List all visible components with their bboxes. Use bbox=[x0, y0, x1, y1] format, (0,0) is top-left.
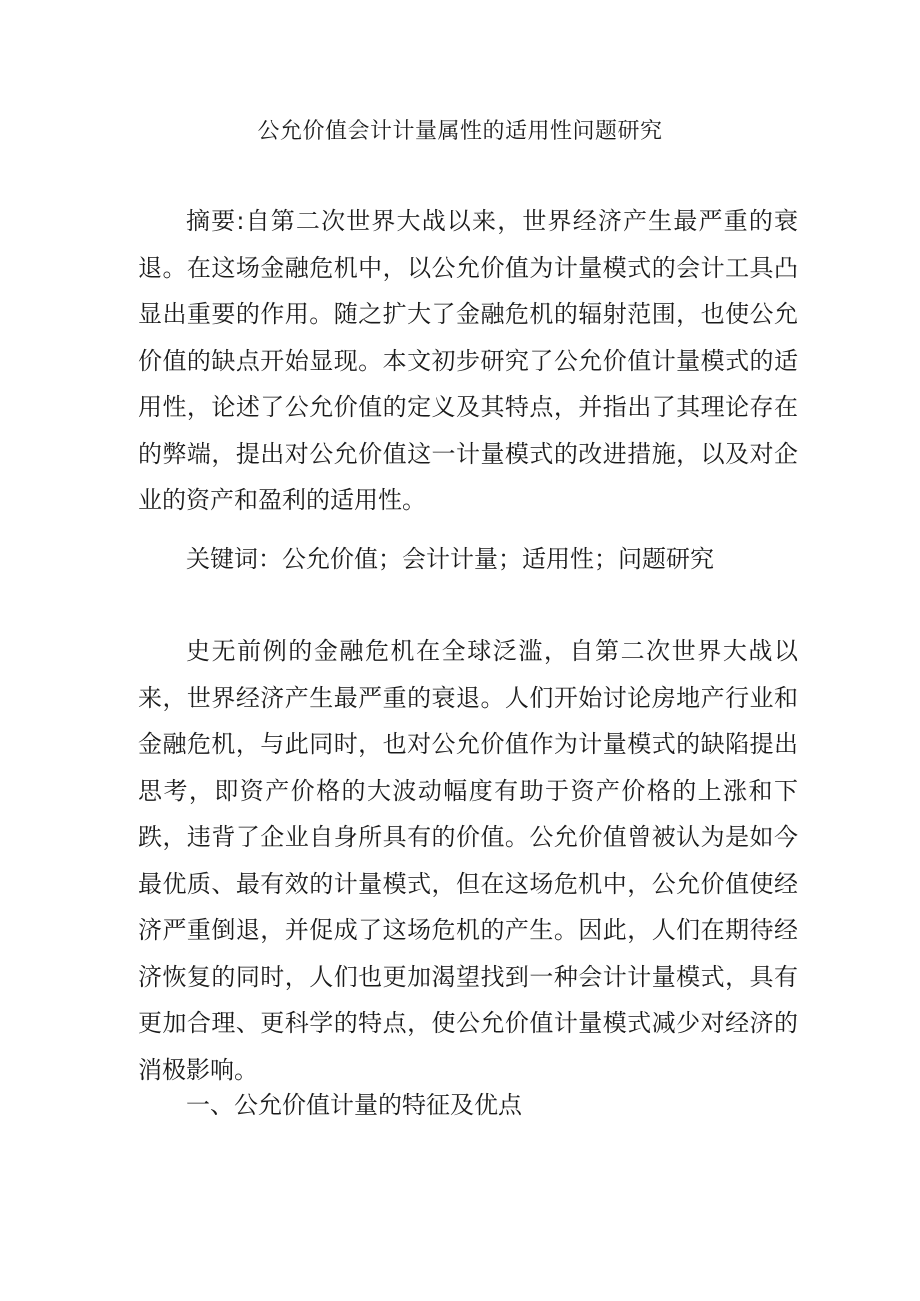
keywords-text: 公允价值；会计计量；适用性；问题研究 bbox=[282, 545, 714, 573]
abstract-text: 自第二次世界大战以来，世界经济产生最严重的衰退。在这场金融危机中，以公允价值为计量模式的会计工具凸显出重要的作用。随之扩大了金融危机的辐射范围，也使公允价值的缺点开始显现。本文初步研究了公允价值计量模式的适用性，论述了公允价值的定义及其特点，并指出了其理论存在的弊端，提出对公允价值这一计量模式的改进措施，以及对企业的资产和盈利的适用性。 bbox=[138, 207, 799, 514]
section-heading: 一、公允价值计量的特征及优点 bbox=[186, 1091, 522, 1119]
abstract-label: 摘要: bbox=[186, 207, 245, 235]
keywords-paragraph bbox=[138, 536, 798, 583]
document-title: 公允价值会计计量属性的适用性问题研究 bbox=[257, 119, 663, 144]
abstract-paragraph bbox=[138, 198, 798, 524]
keywords-label: 关键词： bbox=[186, 545, 282, 573]
body-paragraph: 史无前例的金融危机在全球泛滥，自第二次世界大战以来，世界经济产生最严重的衰退。人们开始讨论房地产行业和金融危机，与此同时，也对公允价值作为计量模式的缺陷提出思考，即资产价格的大波动幅度有助于资产价格的上涨和下跌，违背了企业自身所具有的价值。公允价值曾被认为是如今最优质、最有效的计量模式，但在这场危机中，公允价值使经济严重倒退，并促成了这场危机的产生。因此，人们在期待经济恢复的同时，人们也更加渴望找到一种会计计量模式，具有更加合理、更科学的特点，使公允价值计量模式减少对经济的消极影响。 bbox=[138, 637, 798, 1084]
